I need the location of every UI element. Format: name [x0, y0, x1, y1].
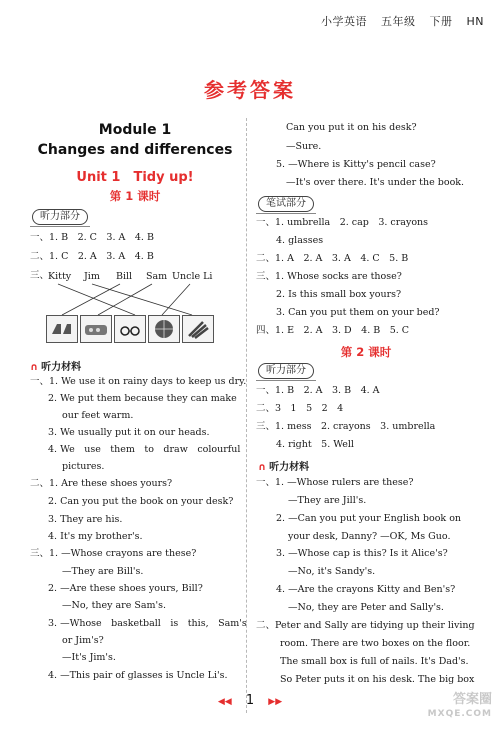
- material-line: The small box is full of nails. It's Dad's.: [280, 656, 469, 667]
- material-line: your desk, Danny? —OK, Ms Guo.: [288, 531, 451, 542]
- name-label: Bill: [116, 271, 133, 282]
- answer-line: 一、1. B 2. A 3. B 4. A: [256, 385, 380, 396]
- material-line: —No, it's Sandy's.: [288, 566, 376, 577]
- answer-line: 一、1. umbrella 2. cap 3. crayons: [256, 217, 429, 228]
- prev-arrows-icon: ◀◀: [217, 697, 232, 707]
- material-line: Can you put it on his desk?: [286, 122, 417, 133]
- material-line: 三、1. —Whose crayons are these?: [30, 548, 197, 559]
- name-label: Uncle Li: [172, 271, 213, 282]
- material-line: pictures.: [62, 461, 105, 472]
- listening-materials-heading: ∩ 听力材料: [258, 462, 310, 473]
- answer-line: 一、1. B 2. C 3. A 4. B: [30, 232, 154, 243]
- shoes-picture: [46, 315, 78, 343]
- material-line: 4. —This pair of glasses is Uncle Li's.: [48, 670, 228, 681]
- material-line: 2. —Are these shoes yours, Bill?: [48, 583, 203, 594]
- material-line: 4. It's my brother's.: [48, 531, 143, 542]
- material-line: 4. —Are the crayons Kitty and Ben's?: [276, 584, 456, 595]
- material-line: 二、1. Are these shoes yours?: [30, 478, 173, 489]
- material-line: —They are Jill's.: [288, 495, 367, 506]
- watermark: 答案圈 MXQE.COM: [427, 692, 492, 719]
- material-line: —It's Jim's.: [62, 652, 116, 663]
- edition-label: HN: [466, 15, 484, 28]
- material-line: 3. We usually put it on our heads.: [48, 427, 210, 438]
- page-footer: [0, 693, 500, 708]
- next-arrows-icon: ▶▶: [268, 697, 283, 707]
- grade-label: 五年级: [381, 15, 416, 28]
- material-line: So Peter puts it on his desk. The big box: [280, 674, 475, 685]
- material-line: 二、Peter and Sally are tidying up their living: [256, 620, 475, 631]
- material-line: 3. —Whose cap is this? Is it Alice's?: [276, 548, 448, 559]
- answer-line: 三、1. Whose socks are those?: [256, 271, 402, 282]
- main-title: 参考答案: [204, 78, 296, 102]
- subject-label: 小学英语: [321, 15, 367, 28]
- material-line: —It's over there. It's under the book.: [286, 177, 465, 188]
- lesson-2-title: 第 2 课时: [340, 345, 392, 359]
- page-number: 1: [245, 693, 255, 708]
- crayons-picture: [182, 315, 214, 343]
- material-line: 3. —Whose basketball is this, Sam's: [48, 618, 247, 629]
- material-line: 2. We put them because they can make: [48, 393, 237, 404]
- headphones-icon: ∩: [30, 362, 39, 373]
- basketball-picture: [148, 315, 180, 343]
- term-label: 下册: [429, 15, 453, 28]
- answer-line: 三、: [30, 270, 50, 281]
- material-line: 一、1. —Whose rulers are these?: [256, 477, 414, 488]
- material-line: —No, they are Sam's.: [62, 600, 167, 611]
- unit-title: Unit 1 Tidy up!: [76, 170, 194, 185]
- lesson-1-title: 第 1 课时: [109, 189, 161, 203]
- listening-tag: 听力部分: [258, 363, 314, 379]
- material-line: 2. Can you put the book on your desk?: [48, 496, 234, 507]
- answer-line: 三、1. mess 2. crayons 3. umbrella: [256, 421, 436, 432]
- material-line: 一、1. We use it on rainy days to keep us dry.: [30, 376, 247, 387]
- material-line: 2. —Can you put your English book on: [276, 513, 462, 524]
- material-line: 5. —Where is Kitty's pencil case?: [276, 159, 436, 170]
- material-line: 4. We use them to draw colourful: [48, 444, 241, 455]
- material-line: —Sure.: [286, 141, 322, 152]
- answer-line: 4. right 5. Well: [276, 439, 354, 450]
- answer-line: 4. glasses: [276, 235, 324, 246]
- pencil-case-picture: [80, 315, 112, 343]
- headphones-icon: ∩: [258, 462, 267, 473]
- match-line: [92, 284, 192, 315]
- match-line: [62, 284, 120, 315]
- name-label: Kitty: [48, 271, 72, 282]
- material-line: or Jim's?: [62, 635, 104, 646]
- answer-line: 二、1. C 2. A 3. A 4. B: [30, 251, 154, 262]
- material-line: room. There are two boxes on the floor.: [280, 638, 471, 649]
- glasses-picture: [114, 315, 146, 343]
- name-label: Jim: [84, 271, 100, 282]
- name-label: Sam: [146, 271, 168, 282]
- answer-line: 二、3 1 5 2 4: [256, 403, 344, 414]
- module-title: Changes and differences: [37, 142, 233, 158]
- answer-line: 3. Can you put them on your bed?: [276, 307, 440, 318]
- material-line: —No, they are Peter and Sally's.: [288, 602, 444, 613]
- answer-line: 四、1. E 2. A 3. D 4. B 5. C: [256, 325, 410, 336]
- material-line: our feet warm.: [62, 410, 134, 421]
- listening-tag: 听力部分: [32, 209, 88, 225]
- match-line: [58, 284, 135, 315]
- material-line: —They are Bill's.: [62, 566, 144, 577]
- writing-tag: 笔试部分: [258, 196, 314, 212]
- answer-line: 二、1. A 2. A 3. A 4. C 5. B: [256, 253, 409, 264]
- listening-materials-heading: ∩ 听力材料: [30, 362, 82, 373]
- module-name: Module 1: [98, 122, 172, 138]
- answer-line: 2. Is this small box yours?: [276, 289, 402, 300]
- material-line: 3. They are his.: [48, 514, 123, 525]
